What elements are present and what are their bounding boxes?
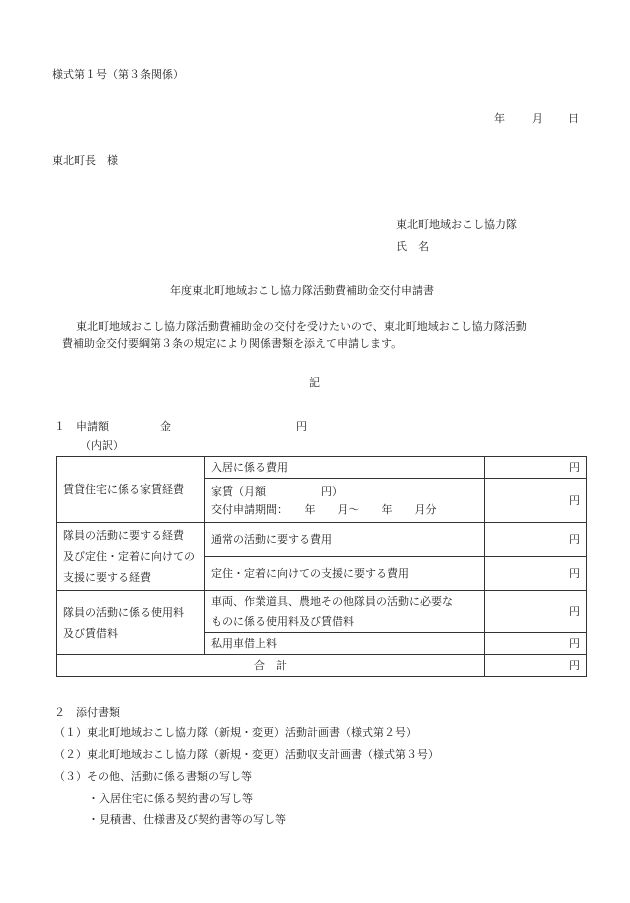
form-number: 様式第１号（第３条関係）	[52, 68, 184, 81]
addressee: 東北町長 様	[52, 154, 118, 167]
attachment-item-1: （１）東北町地域おこし協力隊（新規・変更）活動計画書（様式第２号）	[54, 726, 417, 739]
amount-cell	[485, 557, 587, 591]
ki-mark: 記	[309, 376, 320, 389]
item-rent-line1: 家賃（月額 円）	[211, 484, 343, 498]
amount-cell	[485, 457, 587, 479]
item-private-car-label: 私用車借上料	[211, 636, 277, 650]
item-private-car	[205, 633, 485, 655]
yen-unit: 円	[569, 493, 580, 507]
body-text-line2: 費補助金交付要綱第３条の規定により関係書類を添えて申請します。	[62, 337, 403, 350]
category-activity-line2: 及び定住・定着に向けての	[63, 550, 195, 563]
item-settlement-support-label: 定住・定着に向けての支援に要する費用	[211, 566, 409, 580]
document-title: 年度東北町地域おこし協力隊活動費補助金交付申請書	[170, 284, 434, 297]
category-activity	[57, 523, 205, 591]
item-normal-activity	[205, 523, 485, 557]
date-year: 年	[494, 112, 505, 125]
yen-unit: 円	[569, 460, 580, 474]
attachment-item-2: （２）東北町地域おこし協力隊（新規・変更）活動収支計画書（様式第３号）	[54, 748, 439, 761]
breakdown-table	[56, 456, 587, 677]
total-label: 合 計	[254, 658, 287, 672]
total-amount-cell	[485, 655, 587, 677]
item-usage-fee-line1: 車両、作業道具、農地その他隊員の活動に必要な	[211, 594, 453, 608]
item-rent-line2: 交付申請期間： 年 月〜 年 月分	[211, 502, 437, 516]
attachment-sub-1: ・入居住宅に係る契約書の写し等	[88, 792, 253, 805]
section1-number: １	[54, 420, 65, 433]
yen-unit: 円	[569, 658, 580, 672]
breakdown-label: （内訳）	[80, 439, 124, 452]
applicant-org: 東北町地域おこし協力隊	[396, 218, 517, 231]
amount-cell	[485, 479, 587, 523]
yen-unit: 円	[569, 604, 580, 618]
date-day: 日	[568, 112, 579, 125]
category-activity-line3: 支援に要する経費	[63, 571, 151, 584]
yen-unit: 円	[569, 566, 580, 580]
body-text-line1: 東北町地域おこし協力隊活動費補助金の交付を受けたいので、東北町地域おこし協力隊活動	[76, 320, 527, 333]
item-move-in-label: 入居に係る費用	[211, 460, 288, 474]
yen-unit: 円	[569, 532, 580, 546]
section1-yen: 円	[296, 420, 307, 433]
applicant-name-label: 氏 名	[396, 240, 429, 253]
amount-cell	[485, 633, 587, 655]
item-settlement-support	[205, 557, 485, 591]
category-rental-line1: 隊員の活動に係る使用料	[63, 605, 184, 619]
section2-heading: ２ 添付書類	[54, 706, 120, 719]
total-label-cell	[57, 655, 485, 677]
category-housing	[57, 457, 205, 523]
table-row	[57, 457, 587, 479]
item-usage-fee-line2: ものに係る使用料及び賃借料	[211, 614, 354, 628]
item-move-in	[205, 457, 485, 479]
item-rent	[205, 479, 485, 523]
table-row	[57, 523, 587, 557]
category-housing-label: 賃貸住宅に係る家賃経費	[63, 482, 184, 496]
section1-kin: 金	[160, 420, 171, 433]
category-activity-line1: 隊員の活動に要する経費	[63, 529, 184, 542]
category-rental-line2: 及び賃借料	[63, 626, 118, 640]
item-normal-activity-label: 通常の活動に要する費用	[211, 532, 332, 546]
amount-cell	[485, 591, 587, 633]
attachment-item-3: （３）その他、活動に係る書類の写し等	[54, 770, 252, 783]
table-row	[57, 591, 587, 633]
category-rental	[57, 591, 205, 655]
date-month: 月	[532, 112, 543, 125]
item-usage-fee	[205, 591, 485, 633]
table-row-total	[57, 655, 587, 677]
section1-label: 申請額	[76, 420, 109, 433]
amount-cell	[485, 523, 587, 557]
attachment-sub-2: ・見積書、仕様書及び契約書等の写し等	[88, 813, 286, 826]
yen-unit: 円	[569, 636, 580, 650]
